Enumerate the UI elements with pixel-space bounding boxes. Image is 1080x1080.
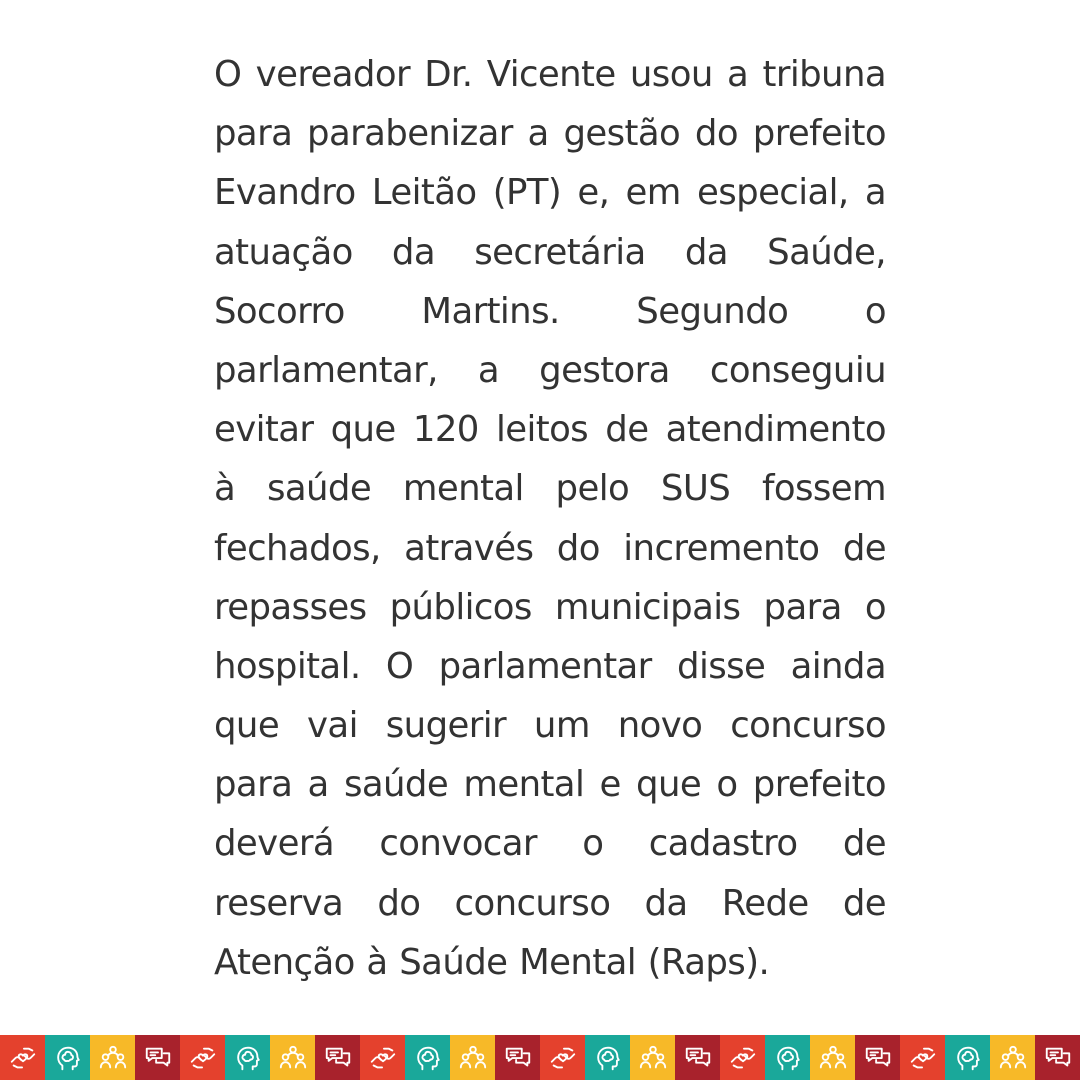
decorative-tile xyxy=(405,1035,450,1080)
decorative-tile xyxy=(990,1035,1035,1080)
head-brain-icon xyxy=(953,1043,983,1073)
article-line: à saúde mental pelo SUS fossem xyxy=(214,468,886,510)
decorative-tile xyxy=(495,1035,540,1080)
decorative-tile xyxy=(585,1035,630,1080)
decorative-tile xyxy=(675,1035,720,1080)
article-line: Atenção à Saúde Mental (Raps). xyxy=(214,941,770,983)
article-line: reserva do concurso da Rede de xyxy=(214,882,886,924)
people-group-icon xyxy=(98,1043,128,1073)
article-line: Socorro Martins. Segundo o xyxy=(214,290,886,332)
article-line: atuação da secretária da Saúde, xyxy=(214,231,886,273)
head-brain-icon xyxy=(593,1043,623,1073)
decorative-tile xyxy=(90,1035,135,1080)
head-brain-icon xyxy=(773,1043,803,1073)
decorative-tile xyxy=(450,1035,495,1080)
decorative-tile xyxy=(810,1035,855,1080)
hands-heart-icon xyxy=(188,1043,218,1073)
decorative-tile xyxy=(315,1035,360,1080)
head-brain-icon xyxy=(53,1043,83,1073)
article-body xyxy=(214,45,886,992)
hands-heart-icon xyxy=(908,1043,938,1073)
decorative-tile-strip xyxy=(0,1035,1080,1080)
article-line: hospital. O parlamentar disse ainda xyxy=(214,645,886,687)
decorative-tile xyxy=(900,1035,945,1080)
decorative-tile xyxy=(360,1035,405,1080)
hands-heart-icon xyxy=(8,1043,38,1073)
decorative-tile xyxy=(630,1035,675,1080)
hands-heart-icon xyxy=(728,1043,758,1073)
article-line: O vereador Dr. Vicente usou a tribuna xyxy=(214,54,886,95)
head-brain-icon xyxy=(233,1043,263,1073)
article-line: parlamentar, a gestora conseguiu xyxy=(214,349,886,391)
chat-bubbles-icon xyxy=(503,1043,533,1073)
chat-bubbles-icon xyxy=(683,1043,713,1073)
decorative-tile xyxy=(135,1035,180,1080)
people-group-icon xyxy=(638,1043,668,1073)
decorative-tile xyxy=(945,1035,990,1080)
chat-bubbles-icon xyxy=(323,1043,353,1073)
chat-bubbles-icon xyxy=(863,1043,893,1073)
head-brain-icon xyxy=(413,1043,443,1073)
article-line: Evandro Leitão (PT) e, em especial, a xyxy=(214,172,886,214)
people-group-icon xyxy=(818,1043,848,1073)
hands-heart-icon xyxy=(548,1043,578,1073)
decorative-tile xyxy=(720,1035,765,1080)
people-group-icon xyxy=(278,1043,308,1073)
article-line: que vai sugerir um novo concurso xyxy=(214,705,886,747)
decorative-tile xyxy=(1035,1035,1080,1080)
people-group-icon xyxy=(998,1043,1028,1073)
decorative-tile xyxy=(225,1035,270,1080)
decorative-tile xyxy=(45,1035,90,1080)
decorative-tile xyxy=(270,1035,315,1080)
article-line: repasses públicos municipais para o xyxy=(214,586,886,628)
people-group-icon xyxy=(458,1043,488,1073)
hands-heart-icon xyxy=(368,1043,398,1073)
decorative-tile xyxy=(765,1035,810,1080)
decorative-tile xyxy=(180,1035,225,1080)
article-line: deverá convocar o cadastro de xyxy=(214,823,886,865)
article-line: evitar que 120 leitos de atendimento xyxy=(214,409,886,451)
article-line: para parabenizar a gestão do prefeito xyxy=(214,113,886,155)
decorative-tile xyxy=(0,1035,45,1080)
chat-bubbles-icon xyxy=(1043,1043,1073,1073)
decorative-tile xyxy=(855,1035,900,1080)
decorative-tile xyxy=(540,1035,585,1080)
chat-bubbles-icon xyxy=(143,1043,173,1073)
article-line: fechados, através do incremento de xyxy=(214,527,886,569)
article-line: para a saúde mental e que o prefeito xyxy=(214,764,886,806)
